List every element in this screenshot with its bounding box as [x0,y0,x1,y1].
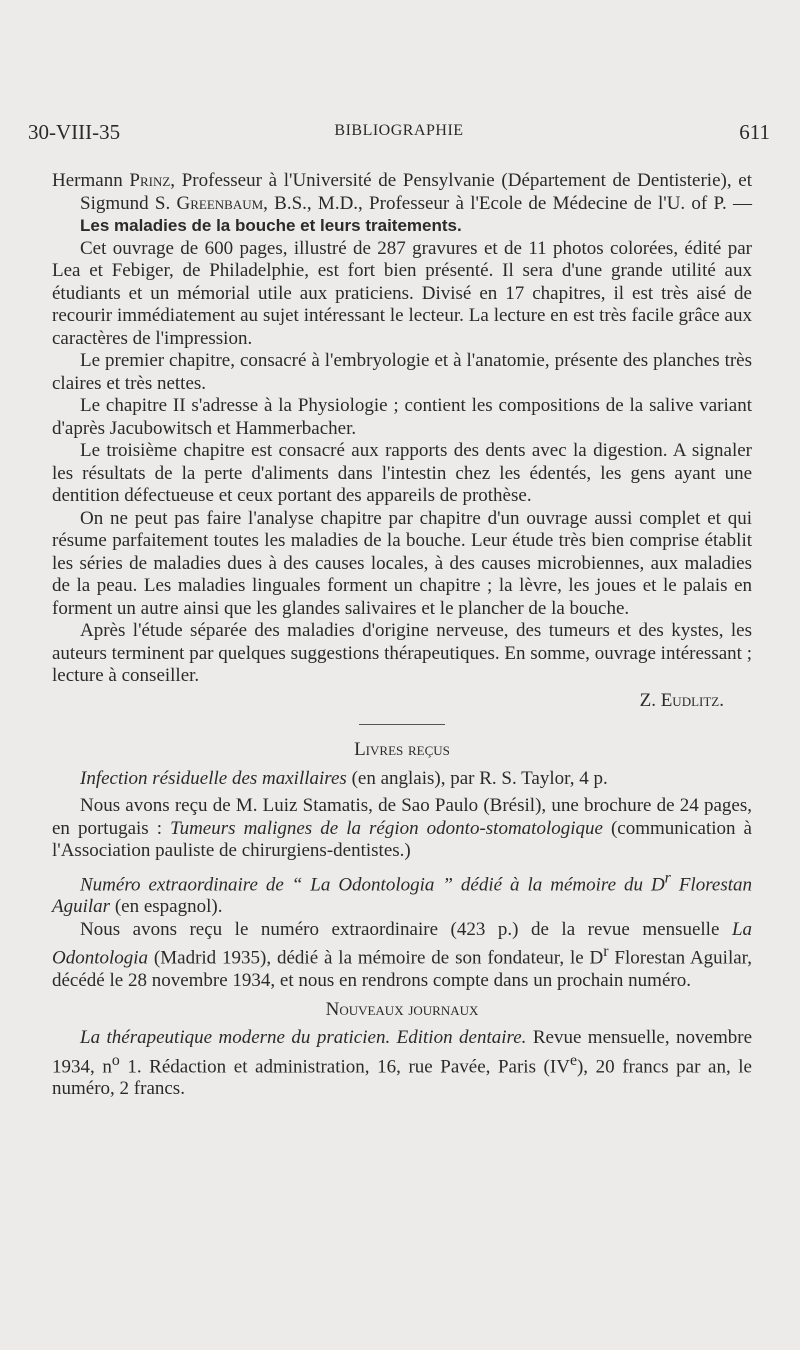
page-body [52,170,752,1101]
stamatis-entry: Nous avons reçu de M. Luiz Stamatis, de Sao Paulo (Brésil), une brochure de 24 pages, en portugais : Tumeurs malignes de la région odonto-stomatologique (communication à l'Association pauliste de chirurgiens-dentistes.) [52,795,752,861]
review-paragraph: Le premier chapitre, consacré à l'embryologie et à l'anatomie, présente des planches très claires et très nettes. [52,350,752,394]
review-paragraph: Cet ouvrage de 600 pages, illustré de 287 gravures et de 11 photos colorées, édité par Lea et Febiger, de Philadelphie, est fort bien présenté. Il sera d'une grande utilité aux étudiants et un mémorial utile aux praticiens. Divisé en 17 chapitres, il est très aisé de recourir immédiatement au sujet intéressant le lecteur. La lecture en est très facile grâce aux caractères de l'impression. [52,237,752,349]
book-entry: Infection résiduelle des maxillaires (en anglais), par R. S. Taylor, 4 p. [80,767,608,789]
page-number: 611 [739,120,770,144]
heading-livres-recus: Livres reçus [354,739,450,760]
heading-nouveaux-journaux: Nouveaux journaux [325,998,479,1020]
numero-entry: Numéro extraordinaire de “ La Odontologia ” dédié à la mémoire du $D^r$ Florestan Aguilar (en espagnol). [52,869,752,918]
review-paragraph: Le troisième chapitre est consacré aux rapports des dents avec la digestion. A signaler les résultats de la perte d'aliments dans l'intestin chez les édentés, les gens ayant une dentition défectueuse et ceux portant des appareils de prothèse. [52,440,752,506]
author-greenbaum: Greenbaum [176,192,264,214]
header-date: 30-VIII-35 [28,120,121,144]
numero-paragraph: Nous avons reçu le numéro extraordinaire (423 p.) de la revue mensuelle La Odontologia (Madrid 1935), dédié à la mémoire de son fondateur, le $D^r$ Florestan Aguilar, décédé le 28 novembre 1934, et nous en rendrons compte dans un prochain numéro. [52,918,753,992]
review-signature: Z. Eudlitz. [639,689,724,711]
running-header [28,120,770,146]
journal-entry: La thérapeutique moderne du praticien. Edition dentaire. Revue mensuelle, novembre 1934, $n^o$ 1. Rédaction et administration, 16, rue Pavée, Paris (IVe), 20 francs par an, le numéro, 2 francs. [52,1027,753,1100]
review-citation: Hermann Prinz, Professeur à l'Université de Pensylvanie (Département de Dentisterie), et Sigmund S. Greenbaum, B.S., M.D., Professeur à l'Ecole de Médecine de l'U. of P. — Les maladies de la bouche et leurs traitements. [52,170,752,235]
section-divider [359,724,445,725]
header-section: BIBLIOGRAPHIE [334,122,464,139]
review-paragraph: Après l'étude séparée des maladies d'origine nerveuse, des tumeurs et des kystes, les auteurs terminent par quelques suggestions thérapeutiques. En somme, ouvrage intéressant ; lecture à conseiller. [52,620,752,686]
author-prinz: Prinz [129,170,171,191]
review-paragraph: Le chapitre II s'adresse à la Physiologie ; contient les compositions de la salive variant d'après Jacubowitsch et Hammerbacher. [52,395,752,439]
book-title: Les maladies de la bouche et leurs traitements. [80,216,462,235]
review-paragraph: On ne peut pas faire l'analyse chapitre par chapitre d'un ouvrage aussi complet et qui résume parfaitement toutes les maladies de la bouche. Leur étude très bien comprise établit les séries de maladies dues à des causes locales, à des causes microbiennes, aux maladies de la peau. Les maladies linguales forment un chapitre ; la lèvre, les joues et le palais en forment un autre ainsi que les glandes salivaires et le plancher de la bouche. [52,507,752,619]
